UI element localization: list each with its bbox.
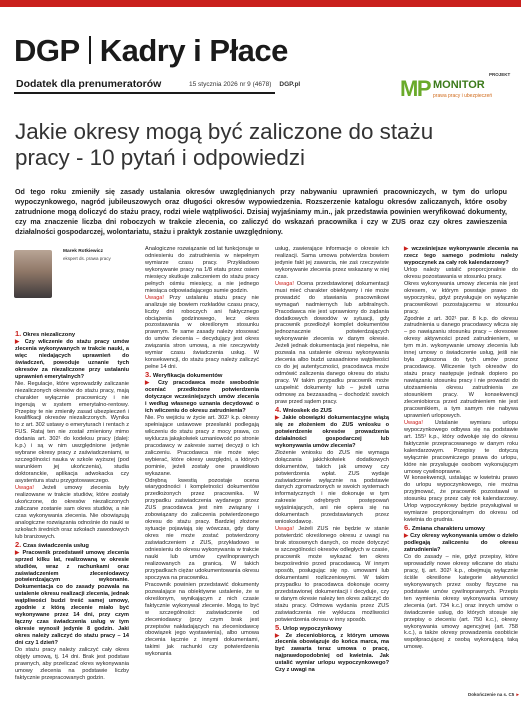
article-lead: Od tego roku zmieniły się zasady ustalania okresów uwzględnianych przy nabywaniu uprawnień pracowniczych, w tym do urlopu wypoczynkowego, nagród jubileuszowych oraz długości okresów wypowiedzenia. Rozszerzenie katalogu okresów zaliczanych, które osoby zatrudnione mogą doliczyć do stażu pracy, rodzi wiele wątpliwości. Dzisiaj wyjaśniamy m.in., jak przedstawia powinien weryfikować dokumenty, czy ma znaczenie liczba dni roboczych w trakcie zlecenia, co zaliczyć do wskazań pracownika i czy w ZUS oraz czy okres zawieszenia działalności gospodarczej, wolontariatu, stażu i praktyk zostanie uwzględniony.	[15, 188, 507, 236]
question-number: 4.	[275, 404, 282, 414]
question-arrow-icon: ▶	[15, 339, 25, 345]
question-title: Urlop wypoczynkowy	[282, 625, 342, 632]
article-paragraph	[275, 246, 389, 281]
question-arrow-icon: ▶	[275, 414, 283, 421]
paragraph-text: Urlop należy ustalić proporcjonalnie do okresu pozostawania w stosunku pracy.	[404, 266, 518, 280]
logo-small-label: PROJEKT	[489, 72, 511, 77]
question-body: Ze zleceniobiorcą, z którym umowa zlecenia obowiązuje do końca marca, ma być zawarta teraz umowa o pracę, najprawdopodobniej od kwietnia. Jak ustalić wymiar urlopu wypoczynkowego? Czy z uwagi na	[275, 632, 389, 674]
paragraph-text: Analogiczne rozwiązanie od lat funkcjonuje w odniesieniu do zatrudnienia w niepełnym wymiarze czasu pracy. Przykładowo wykonywanie pracy na 1/8 etatu przez osiem miesięcy skutkuje zaliczeniem do stażu pracy pełnych ośmiu miesięcy, a nie jednego miesiąca odpowiadającego sumie godzin.	[145, 246, 259, 294]
question-arrow-icon: ▶	[15, 549, 23, 556]
top-accent-bar	[0, 0, 521, 7]
paragraph-text: Ocena przedstawionej dokumentacji musi mieć charakter obiektywny i nie może prowadzić do stawiania pracownikowi wymagań nadmiernych lub arbitralnych. Pracodawca nie jest uprawniony do żądania dodatkowych dowodów w sytuacji, gdy pracownik przedłożył komplet dokumentów jednoznacznie potwierdzających wykonywanie zlecenia w danym okresie. Jeżeli jednak dokumentacja jest niepełna, nie pozwala na ustalenie okresu wykonywania zlecenia albo budzi uzasadnione wątpliwości co do jej autentyczności, pracodawca może odmówić zaliczenia danego okresu do stażu pracy. W takim przypadku pracownik może uzupełnić dokumenty lub – jeżeli uzna odmowę za bezzasadną – dochodzić swoich praw przed sądem pracy.	[275, 280, 389, 405]
question-title: Wnioskek do ZUS	[282, 407, 332, 414]
article-paragraph	[404, 475, 518, 524]
question-title: Okres niezaliczony	[22, 332, 76, 338]
paragraph-text: Odrębną kwestią pozostaje ocena wiarygodności i kompletności dokumentów przedłożonych przez pracownika. W przypadku zaświadczenia wydanego przez ZUS pracodawca jest nim związany i zobowiązany do zaliczenia potwierdzonego okresu do stażu pracy. Bardziej złożone sytuacje pojawiają się wówczas, gdy dany okres nie może zostać potwierdzony zaświadczeniem z ZUS, przykładowo w odniesieniu do okresu wykonywania w trakcie nauki lub umów cywilnoprawnych realizowanych za granicą. W takich przypadkach ciężar udokumentowania okresu spoczywa na pracowniku.	[145, 477, 259, 581]
question-arrow-icon: ▶	[404, 246, 412, 252]
issue-date: 15 stycznia 2026 nr 9 (4678)	[189, 81, 272, 88]
note-label: Uwaga!	[275, 526, 294, 533]
question-body: Jakie obowiązki dokumentacyjne wiążą się ze złożeniem do ZUS wniosku o potwierdzenie okresów prowadzenia działalności gospodarczej lub wykonywania umów zlecenia?	[275, 414, 389, 449]
question-body: Czy pracodawca może swobodnie oceniać przedłożone potwierdzenia dotyczące wcześniejszych umów zlecenia i według własnego uznania decydować o ich wliczeniu do okresu zatrudnienia?	[145, 380, 259, 414]
monitor-logo	[400, 72, 512, 102]
question-text	[15, 339, 129, 381]
question-body: wcześniejsze wykonywanie zlecenia na rzecz tego samego podmiotu należy wypoczynek za cały rok kalendarzowy?	[404, 246, 518, 266]
article-paragraph	[404, 316, 518, 420]
question-number: 1.	[15, 329, 22, 338]
article-paragraph	[404, 281, 518, 316]
masthead-section: Kadry i Płace	[99, 33, 288, 68]
continuation-arrow-icon: ►	[515, 692, 520, 697]
masthead-divider	[89, 36, 91, 64]
question-arrow-icon: ▶	[404, 533, 411, 540]
paragraph-text: Nie. Regulacje, które wprowadziły zaliczanie niezaliczonych okresów do stażu pracy, mają charakter wyłącznie pracowniczy i nie ingerują w system emerytalno-rentowy. Przepisy te nie zmieniły zasad ubezpieczeń i kwalifikacji okresów niezaliczonych. Wynika to z art. 302 ustawy o emeryturach i rentach z FUS. Rataj ten nie został zmieniony mimo dodania art. 302¹ do kodeksu pracy (dalej: k.p.) i są w nim uwzględnione jedynie wybrane okresy pracy z zaświadczeniami, w szczególności nauka w szkole wyższej (pod warunkiem jej ukończenia), studia doktoranckie, aplikacja adwokacka czy asystentura stażu przygotowawczego.	[15, 380, 129, 485]
question-title: Weryfikacja dokumentów	[152, 373, 223, 380]
question-heading	[275, 624, 389, 633]
question-arrow-icon: ▶	[275, 632, 286, 639]
article-paragraph	[275, 450, 389, 526]
article-paragraph	[275, 281, 389, 406]
paragraph-text: Ustalanie wymiaru urlopu wypoczynkowego odbywa się na podstawie art. 155¹ k.p., który odwołuje się do okresu faktycznie przepracowanego w danym roku kalendarzowym. Przepisy te dotyczą wyłącznie pracowniczego prawa do urlopu, które nie przysługuje osobom wykonującym umowy cywilnoprawne.	[404, 419, 518, 475]
logo-mp-mark: MP	[400, 76, 430, 101]
article-headline: Jakie okresy mogą być zaliczone do stażu pracy - 10 pytań i odpowiedzi	[15, 119, 434, 170]
article-paragraph	[404, 554, 518, 651]
question-heading	[404, 524, 518, 533]
masthead-dgp: DGP	[14, 33, 80, 68]
article-column-3	[275, 246, 389, 674]
question-title: Zmiana charakteru umowy	[411, 526, 486, 533]
author-role: ekspert ds. prawa pracy	[63, 256, 111, 261]
question-text	[145, 380, 259, 415]
question-heading	[15, 330, 129, 339]
supplement-subtitle: Dodatek dla prenumeratorów	[16, 78, 162, 90]
note-label: Uwaga!	[145, 294, 164, 301]
paragraph-text: W konsekwencji, ustalając w kwietniu prawo do urlopu wypoczynkowego, nie można przyjmować, że pracownik pozostawał w stosunku pracy przez cały rok kalendarzowy. Urlop wypoczynkowy będzie przysługiwał w wymiarze proporcjonalnym do okresu od kwietnia do grudnia.	[404, 475, 518, 524]
question-heading	[15, 541, 129, 550]
paragraph-text: Jeżeli ZUS nie będzie w stanie potwierdzić określonego okresu z uwagi na brak stosownych danych, co może dotyczyć w szczególności okresów odległych w czasie, pracownik może wykazać ten okres bezpośrednio przed pracodawcą. W innym sposób, posługując się np. umowami lub dokumentami rozliczeniowymi. W takim przypadku to pracodawca dokonuje oceny przedstawionej dokumentacji i decyduje, czy w danym okresie należy ten okres zaliczyć do stażu pracy. Odmowa wydania przez ZUS zaświadczenia nie wyklucza możliwości potwierdzenia okresu w inny sposób.	[275, 526, 389, 623]
continuation-text: Dokończenie na s. C5	[468, 692, 515, 697]
question-text	[404, 533, 518, 554]
issue-brand: DGP.pl	[279, 81, 301, 88]
article-paragraph	[145, 478, 259, 582]
note-label: Uwaga!	[275, 280, 294, 287]
logo-name: MONITOR	[433, 79, 485, 91]
article-paragraph	[15, 647, 129, 682]
article-column-2	[145, 246, 259, 658]
question-text	[275, 415, 389, 450]
question-body: Czy wliczenie do stażu pracy umów zlecenia wykonywanych w trakcie nauki, a więc niedających uprawnień do świadczeń, powoduje uznanie tych okresów za niezaliczone przy ustalaniu uprawnień emerytalnych?	[15, 339, 130, 380]
question-text	[275, 633, 389, 675]
article-paragraph	[275, 526, 389, 623]
question-number: 3.	[145, 370, 152, 380]
question-body: Pracownik przedstawił umowę zlecenia sprzed kilku lat, realizowaną w okresie studiów, wraz z rachunkami oraz zaświadczeniem zleceniodawcy potwierdzającym wykonanie. Dokumentacja co do zasady pozwala na ustalenie okresu realizacji zlecenia, jednak wątpliwości budzi treść samej umowy, zgodnie z którą zlecenie miało być wykonywane przez 14 dni, przy czym łączny czas świadczenia usług w tym okresie wynosił jedynie 8 godzin. Jaki okres należy zaliczyć do stażu pracy – 14 dni czy 1 dzień?	[15, 549, 130, 647]
logo-tagline: prawa pracy i ubezpieczeń	[433, 93, 493, 99]
paragraph-text: Przy ustalaniu stażu pracy nie analizuje się bowiem rozkładów czasu pracy, liczby dni roboczych ani faktycznego obciążenia godzinowego, lecz okres pozostawania w określonym stosunku prawnym. Te same zasady należy stosować do umów zlecenia – decydujący jest okres związania stron umową, a nie rzeczywisty wymiar czasu świadczenia usług. W konsekwencji, do stażu pracy należy zaliczyć pełne 14 dni.	[145, 294, 259, 371]
article-paragraph	[145, 246, 259, 295]
paragraph-text: usług, zawierające informacje o okresie ich realizacji. Sama umowa potwierdza bowiem jedynie fakt jej zawarcia, nie zaś rzeczywiste wykonywanie zlecenia przez wskazany w niej czas.	[275, 246, 389, 280]
paragraph-text: Zgodnie z art. 302¹ par. 8 k.p. do okresu zatrudnienia u danego pracodawcy wlicza się – po nawiązaniu stosunku pracy – okresowe okresy aktywności przed zatrudnieniem, w tym m.in. wykonywanie umowy zlecenia lub innej umowy o świadczenie usług, jeśli nie była zgłoszona do tych umów przez pracodawcę. Wliczenie tych okresów do stażu pracy następuje jednak dopiero po nawiązaniu stosunku pracy i nie prowadzi do utożsamienia okresu zatrudnienia ze stosunkiem pracy. W konsekwencji zleceniobiorca przed zatrudnieniem nie jest pracownikiem, a tym samym nie nabywa uprawnień urlopowych.	[404, 315, 518, 419]
issue-line	[189, 81, 300, 88]
article-paragraph	[145, 582, 259, 658]
question-text	[404, 246, 518, 267]
question-title: Czas świadczenia usług	[22, 542, 89, 549]
paragraph-text: Jeżeli umowy zlecenia były realizowane w trakcie studiów, które zostały ukończone, do okresów niezaliczonych zaliczane zostanie sam okres studiów, a nie czas wykonywania zlecenia. Nie obowiązują analogiczne rozwiązania odnośnie do nauki w szkołach średnich oraz szkołach zawodowych lub branżowych.	[15, 485, 129, 540]
article-paragraph	[404, 420, 518, 476]
question-number: 6.	[404, 523, 411, 533]
question-number: 2.	[15, 539, 22, 549]
question-heading	[145, 371, 259, 380]
note-label: Uwaga!	[15, 485, 34, 492]
paragraph-text: Co do zasady – nie, gdyż przepisy, które wprowadziły nowe okresy wliczane do stażu pracy, tj. art. 302¹ k.p., obejmują wyłącznie ściśle określone kategorie aktywności wykonywanych przez osoby fizyczne na podstawie umów cywilnoprawnych. Przepis ten wymienia okresy wykonywania umowy zlecenia (art. 734 k.c.) oraz innych umów o świadczenie usług, do których stosuje się przepisy o zleceniu (art. 750 k.c.), okresy wykonywania umowy agencyjnej (art. 758 k.c.), a także okresy prowadzenia osobiście współpracującej z osobą wykonującą taką umowę.	[404, 553, 518, 651]
question-number: 5.	[275, 622, 282, 632]
author-box	[14, 248, 124, 308]
paragraph-text: Pracownik powinien przedstawić dokumenty pozwalające na obiektywne ustalenie, że w określonym, wynikającym z nich czasie faktycznie wykonywał zlecenie. Mogą to być w szczególności: zaświadczenie od zleceniodawcy (przy czym brak jest przepisów nakładających na zleceniodawcę obowiązek jego wystawienia), albo umowa zlecenia łącznie z innymi dokumentami, takimi jak rachunki czy potwierdzenia wykonania	[145, 581, 259, 658]
note-label: Uwaga!	[404, 419, 423, 426]
author-photo	[14, 250, 52, 298]
masthead	[14, 35, 288, 66]
article-paragraph	[404, 267, 518, 281]
article-paragraph	[145, 415, 259, 478]
question-text	[15, 550, 129, 647]
continuation-note	[468, 692, 520, 697]
article-paragraph	[145, 295, 259, 371]
article-column-1	[15, 330, 129, 682]
question-heading	[275, 406, 389, 415]
question-arrow-icon: ▶	[145, 380, 158, 387]
article-column-4	[404, 246, 518, 651]
paragraph-text: Do stażu pracy należy zaliczyć cały okres objęty umową, tj. 14 dni. Brak jest podstaw prawnych, aby przeliczać okres wykonywania umowy zlecenia na podstawie liczby faktycznie przepracowanych godzin.	[15, 646, 129, 681]
question-body: Czy okresy wykonywania umów o dzieło podlegają zaliczeniu do okresu zatrudnienia?	[404, 533, 519, 554]
header-rule	[14, 92, 275, 94]
article-paragraph	[15, 381, 129, 485]
paragraph-text: Nie. Po wejściu w życie art. 302¹ k.p. okresy spełniające ustawowe przesłanki podlegają wliczeniu do stażu pracy z mocy prawa, co wyklucza jakąkolwiek uznaniowość po stronie pracodawcy w zakresie samej decyzji o ich zaliczeniu. Pracodawca nie może więc wybierać, które okresy uwzględni, a których pominie, jeżeli zostały one prawidłowo wykazane.	[145, 414, 259, 477]
paragraph-text: Okres wykonywania umowy zlecenia nie jest okresem, w którym powstaje prawo do wypoczynku, gdyż przysługuje on wyłącznie pracownikowi pozostającemu w stosunku pracy.	[404, 280, 518, 315]
paragraph-text: Złożenie wniosku do ZUS nie wymaga dołączania jakichkolwiek dodatkowych dokumentów, takich jak umowy czy potwierdzenia wpłat. ZUS wydaje zaświadczenie wyłącznie na podstawie danych zgromadzonych w swoich systemach informatycznych i nie dokonuje w tym zakresie odrębnych postępowań wyjaśniających, ani nie opiera się na dokumentach przedstawianych przez wnioskodawcę.	[275, 449, 389, 526]
article-paragraph	[15, 485, 129, 541]
author-name: Marek Rotkiewicz	[63, 249, 103, 254]
